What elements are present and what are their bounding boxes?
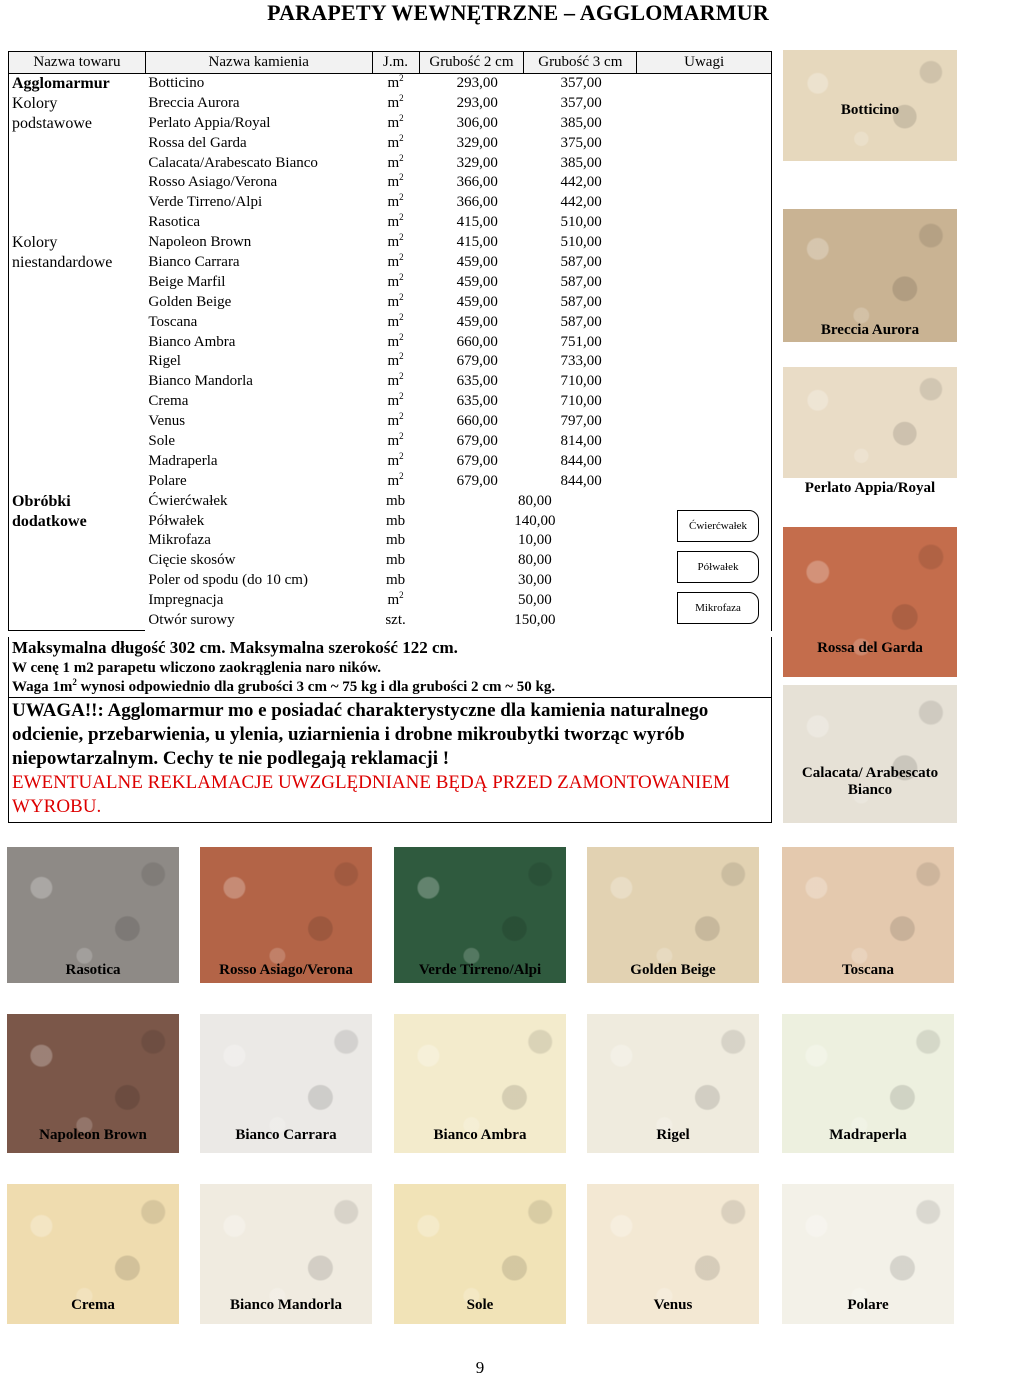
unit-label: m — [387, 452, 400, 469]
price-3cm: 375,00 — [560, 134, 602, 151]
unit-cell — [372, 134, 419, 154]
swatch-swatches_row2-3 — [587, 1014, 759, 1153]
remarks-cell — [637, 134, 772, 154]
price-2cm: 415,00 — [456, 214, 498, 231]
remarks-cell — [637, 412, 772, 432]
price-3cm: 797,00 — [560, 413, 602, 430]
swatch-label: Venus — [653, 1297, 693, 1313]
swatch-side-2 — [783, 367, 957, 496]
stone-name: Bianco Mandorla — [148, 373, 253, 390]
remarks-cell — [637, 273, 772, 293]
swatch-side-0 — [783, 50, 957, 161]
category-label: niestandardowe — [12, 254, 113, 272]
price-2cm: 679,00 — [456, 472, 498, 489]
service-name: Impregnacja — [148, 592, 224, 609]
remarks-cell — [637, 333, 772, 353]
unit-exponent: 2 — [399, 192, 404, 203]
service-name: Półwałek — [148, 512, 205, 529]
header-product: Nazwa towaru — [9, 52, 146, 74]
price-2cm: 415,00 — [456, 234, 498, 251]
swatch-label: Bianco Mandorla — [229, 1297, 343, 1313]
unit-label: m — [387, 472, 400, 489]
price-3cm: 385,00 — [560, 154, 602, 171]
swatch-swatches_row3-0 — [7, 1184, 179, 1324]
unit-cell — [372, 173, 419, 193]
unit-label: szt. — [385, 612, 406, 629]
unit-cell — [372, 114, 419, 134]
unit-exponent: 2 — [399, 371, 404, 382]
unit-exponent: 2 — [399, 450, 404, 461]
category-label: Agglomarmur — [12, 75, 110, 92]
unit-cell — [372, 551, 419, 571]
max-dimensions-note: Maksymalna długość 302 cm. Maksymalna szerokość 122 cm. — [12, 638, 458, 657]
category-cell — [9, 74, 146, 234]
unit-exponent: 2 — [399, 291, 404, 302]
stone-name: Rosso Asiago/Verona — [148, 174, 278, 191]
swatch-side-1 — [783, 209, 957, 342]
unit-label: m — [387, 154, 400, 171]
unit-cell — [372, 154, 419, 174]
category-label: dodatkowe — [12, 512, 87, 530]
stone-name: Madraperla — [148, 452, 218, 469]
price-2cm: 459,00 — [456, 273, 498, 290]
unit-label: m — [387, 194, 400, 211]
remarks-cell — [637, 233, 772, 253]
unit-label: m — [387, 592, 400, 609]
header-thickness-2cm: Grubość 2 cm — [419, 52, 524, 74]
price-2cm: 366,00 — [456, 194, 498, 211]
swatch-label: Golden Beige — [630, 962, 716, 978]
swatch-swatches_row3-2 — [394, 1184, 566, 1324]
price-3cm: 510,00 — [560, 214, 602, 231]
price-table — [8, 51, 772, 631]
service-name: Poler od spodu (do 10 cm) — [148, 572, 308, 589]
stone-name: Beige Marfil — [148, 273, 226, 290]
price-3cm: 357,00 — [560, 75, 602, 91]
unit-exponent: 2 — [399, 232, 404, 243]
price-3cm: 587,00 — [560, 313, 602, 330]
service-price: 30,00 — [518, 572, 552, 589]
unit-cell — [372, 94, 419, 114]
remarks-cell — [637, 392, 772, 412]
unit-exponent: 2 — [399, 112, 404, 123]
price-2cm: 679,00 — [456, 452, 498, 469]
weight-note: Waga $1m^2$ wynosi odpowiednio dla grubości 3 cm ~ 75 kg i dla grubości 2 cm ~ 50 kg. — [12, 677, 556, 695]
unit-cell — [372, 273, 419, 293]
stone-name: Rossa del Garda — [148, 134, 247, 151]
unit-exponent: 2 — [399, 331, 404, 342]
price-2cm: 635,00 — [456, 393, 498, 410]
price-3cm: 814,00 — [560, 433, 602, 450]
price-3cm: 385,00 — [560, 114, 602, 131]
swatch-swatches_row2-2 — [394, 1014, 566, 1153]
unit-label: m — [387, 254, 400, 271]
price-note: W cenę 1 m2 parapetu wliczono zaokrąglenia naro ników. — [12, 660, 382, 676]
swatch-label: Verde Tirreno/Alpi — [418, 962, 542, 978]
price-2cm: 679,00 — [456, 433, 498, 450]
service-price: 80,00 — [518, 552, 552, 569]
swatch-label: Rosso Asiago/Verona — [219, 962, 353, 978]
unit-cell — [372, 372, 419, 392]
header-thickness-3cm: Grubość 3 cm — [524, 52, 637, 74]
price-3cm: 844,00 — [560, 452, 602, 469]
price-2cm: 459,00 — [456, 254, 498, 271]
remark-microbevel: Mikrofaza — [677, 592, 759, 624]
unit-label: m — [387, 134, 400, 151]
unit-exponent: 2 — [399, 271, 404, 282]
unit-cell — [372, 512, 419, 532]
unit-cell — [372, 492, 419, 512]
stone-name: Bianco Ambra — [148, 333, 236, 350]
price-3cm: 710,00 — [560, 373, 602, 390]
price-3cm: 587,00 — [560, 293, 602, 310]
swatch-swatches_row2-4 — [782, 1014, 954, 1153]
price-2cm: 660,00 — [456, 413, 498, 430]
remarks-cell — [637, 114, 772, 134]
category-label: Kolory — [12, 234, 58, 252]
remarks-cell — [637, 293, 772, 313]
swatch-side-4 — [783, 685, 957, 823]
stone-name: Venus — [148, 413, 186, 430]
unit-label: m — [387, 333, 400, 350]
remarks-cell — [637, 313, 772, 333]
stone-name: Napoleon Brown — [148, 234, 252, 251]
swatch-label: Rigel — [656, 1127, 690, 1143]
price-3cm: 442,00 — [560, 174, 602, 191]
price-3cm: 442,00 — [560, 194, 602, 211]
unit-cell — [372, 253, 419, 273]
unit-cell — [372, 591, 419, 611]
unit-cell — [372, 452, 419, 472]
unit-label: m — [387, 234, 400, 251]
unit-exponent: 2 — [399, 470, 404, 481]
unit-exponent: 2 — [399, 391, 404, 402]
category-label: Kolory — [12, 95, 58, 112]
unit-label: m — [387, 293, 400, 310]
unit-exponent: 2 — [399, 172, 404, 183]
remarks-cell — [637, 213, 772, 233]
service-name: Mikrofaza — [148, 532, 211, 549]
price-3cm: 587,00 — [560, 273, 602, 290]
stone-name: Rasotica — [148, 214, 201, 231]
price-3cm: 357,00 — [560, 94, 602, 111]
header-unit: J.m. — [372, 52, 419, 74]
swatch-label: Madraperla — [829, 1127, 907, 1143]
service-row — [9, 492, 772, 512]
unit-cell — [372, 213, 419, 233]
stone-name: Toscana — [148, 313, 198, 330]
stone-name: Polare — [148, 472, 187, 489]
swatch-label: Rasotica — [65, 962, 121, 978]
swatch-side-3 — [783, 527, 957, 677]
unit-label: m — [387, 433, 400, 450]
unit-exponent: 2 — [399, 590, 404, 601]
header-stone: Nazwa kamienia — [145, 52, 372, 74]
swatch-swatches_row3-4 — [782, 1184, 954, 1324]
swatch-swatches_row1-1 — [200, 847, 372, 983]
swatch-label: Bianco Carrara — [235, 1127, 337, 1143]
unit-label: mb — [385, 532, 406, 549]
swatch-swatches_row1-3 — [587, 847, 759, 983]
service-name: Otwór surowy — [148, 612, 235, 629]
price-3cm: 733,00 — [560, 353, 602, 370]
swatch-swatches_row2-1 — [200, 1014, 372, 1153]
unit-exponent: 2 — [399, 252, 404, 263]
service-price: 140,00 — [514, 512, 556, 529]
price-3cm: 751,00 — [560, 333, 602, 350]
unit-label: m — [387, 174, 400, 191]
price-3cm: 710,00 — [560, 393, 602, 410]
unit-cell — [372, 313, 419, 333]
price-3cm: 510,00 — [560, 234, 602, 251]
swatch-label: Toscana — [842, 962, 894, 978]
unit-exponent: 2 — [399, 351, 404, 362]
unit-label: m — [387, 214, 400, 231]
unit-label: m — [387, 353, 400, 370]
unit-label: m — [387, 273, 400, 290]
unit-label: m — [387, 393, 400, 410]
price-3cm: 844,00 — [560, 472, 602, 489]
swatch-label: Polare — [847, 1297, 889, 1313]
unit-exponent: 2 — [399, 73, 404, 83]
remarks-cell — [637, 452, 772, 472]
service-name: Cięcie skosów — [148, 552, 236, 569]
swatch-label: Bianco Ambra — [433, 1127, 527, 1143]
service-price: 80,00 — [518, 492, 552, 509]
warning-box — [8, 697, 772, 823]
swatch-label: Rossa del Garda — [817, 640, 923, 656]
unit-cell — [372, 392, 419, 412]
unit-cell — [372, 531, 419, 551]
unit-exponent: 2 — [399, 212, 404, 223]
swatch-label: Crema — [71, 1297, 115, 1313]
unit-label: m — [387, 94, 400, 111]
unit-label: mb — [385, 512, 406, 529]
category-cell — [9, 492, 146, 631]
stone-name: Verde Tirreno/Alpi — [148, 194, 263, 211]
remarks-cell — [637, 94, 772, 114]
unit-cell — [372, 333, 419, 353]
page-title: PARAPETY WEWNĘTRZNE – AGGLOMARMUR — [267, 0, 769, 25]
unit-exponent: 2 — [399, 152, 404, 163]
service-price: 150,00 — [514, 612, 556, 629]
complaint-notice: EWENTUALNE REKLAMACJE UWZGLĘDNIANE BĘDĄ PRZED ZAMONTOWANIEM WYROBU. — [12, 772, 730, 817]
price-2cm: 459,00 — [456, 313, 498, 330]
unit-label: m — [387, 413, 400, 430]
unit-label: m — [387, 114, 400, 131]
stone-name: Perlato Appia/Royal — [148, 114, 271, 131]
stone-name: Breccia Aurora — [148, 94, 240, 111]
table-header-row — [9, 52, 772, 74]
remarks-cell — [637, 472, 772, 492]
stone-name: Bianco Carrara — [148, 254, 240, 271]
unit-cell — [372, 352, 419, 372]
unit-label: mb — [385, 572, 406, 589]
swatch-swatches_row3-1 — [200, 1184, 372, 1324]
unit-label: m — [387, 313, 400, 330]
swatch-swatches_row1-4 — [782, 847, 954, 983]
stone-name: Sole — [148, 433, 176, 450]
swatch-label: Botticino — [840, 102, 900, 118]
stone-name: Botticino — [148, 75, 205, 91]
unit-cell — [372, 611, 419, 631]
price-2cm: 366,00 — [456, 174, 498, 191]
unit-cell — [372, 233, 419, 253]
swatch-swatches_row2-0 — [7, 1014, 179, 1153]
price-2cm: 306,00 — [456, 114, 498, 131]
unit-cell — [372, 432, 419, 452]
remark-quarter-round: Ćwierćwałek — [677, 510, 759, 542]
price-2cm: 329,00 — [456, 134, 498, 151]
table-row — [9, 74, 772, 94]
page-number: 9 — [475, 1358, 485, 1377]
price-2cm: 635,00 — [456, 373, 498, 390]
remarks-cell — [637, 372, 772, 392]
remark-half-round: Półwałek — [677, 551, 759, 583]
stone-name: Crema — [148, 393, 189, 410]
remarks-cell — [637, 193, 772, 213]
unit-exponent: 2 — [399, 311, 404, 322]
remarks-cell — [637, 432, 772, 452]
stone-name: Rigel — [148, 353, 181, 370]
swatch-label: Napoleon Brown — [39, 1127, 147, 1143]
stone-name: Golden Beige — [148, 293, 232, 310]
price-2cm: 459,00 — [456, 293, 498, 310]
price-2cm: 293,00 — [456, 75, 498, 91]
remarks-cell — [637, 154, 772, 174]
unit-exponent: 2 — [399, 92, 404, 103]
category-cell — [9, 233, 146, 492]
header-remarks: Uwagi — [637, 52, 772, 74]
category-label: podstawowe — [12, 115, 92, 132]
swatch-label: Sole — [466, 1297, 494, 1313]
swatch-label: Calacata/ Arabescato Bianco — [801, 765, 939, 798]
price-2cm: 660,00 — [456, 333, 498, 350]
warning-text: UWAGA!!: Agglomarmur mo e posiadać charakterystyczne dla kamienia naturalnego odcienie, przebarwienia, u ylenia, uziarnienia i drobne mikroubytki tworząc wyrób niepowtarzalnym. Cechy te nie podlegają reklamacji ! — [12, 700, 709, 769]
price-2cm: 679,00 — [456, 353, 498, 370]
service-price: 10,00 — [518, 532, 552, 549]
unit-cell — [372, 472, 419, 492]
unit-cell — [372, 412, 419, 432]
unit-cell — [372, 293, 419, 313]
remarks-cell — [637, 74, 772, 94]
stone-name: Calacata/Arabescato Bianco — [148, 154, 318, 171]
swatch-label: Breccia Aurora — [820, 322, 920, 338]
unit-label: m — [387, 373, 400, 390]
unit-exponent: 2 — [399, 132, 404, 143]
price-2cm: 293,00 — [456, 94, 498, 111]
remarks-cell — [637, 253, 772, 273]
unit-label: mb — [385, 552, 406, 569]
unit-cell — [372, 571, 419, 591]
unit-cell — [372, 193, 419, 213]
price-3cm: 587,00 — [560, 254, 602, 271]
unit-cell — [372, 74, 419, 94]
swatch-label: Perlato Appia/Royal — [804, 480, 936, 496]
unit-exponent: 2 — [399, 431, 404, 442]
unit-label: m — [387, 75, 400, 91]
category-label: Obróbki — [12, 492, 71, 510]
table-row — [9, 233, 772, 253]
notes-box — [8, 637, 772, 698]
remarks-cell — [637, 492, 772, 512]
swatch-swatches_row1-2 — [394, 847, 566, 983]
swatch-swatches_row1-0 — [7, 847, 179, 983]
unit-exponent: 2 — [399, 411, 404, 422]
remarks-cell — [637, 352, 772, 372]
unit-label: mb — [385, 492, 406, 509]
service-name: Ćwierćwałek — [148, 492, 228, 509]
swatch-swatches_row3-3 — [587, 1184, 759, 1324]
remarks-cell — [637, 173, 772, 193]
service-price: 50,00 — [518, 592, 552, 609]
price-2cm: 329,00 — [456, 154, 498, 171]
